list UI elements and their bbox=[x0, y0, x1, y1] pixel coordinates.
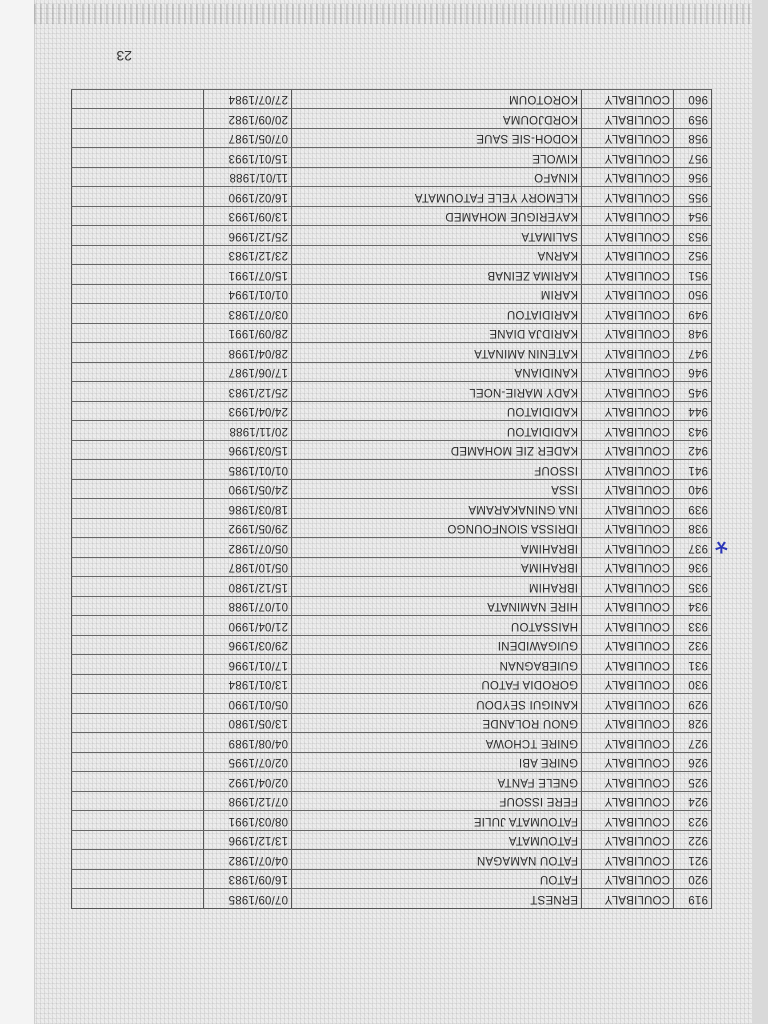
first-name: GNIRE ABI bbox=[291, 753, 581, 772]
first-name: FATOUMATA bbox=[291, 831, 581, 850]
last-name: COULIBALY bbox=[581, 675, 673, 694]
row-number: 921 bbox=[673, 851, 711, 870]
first-name: GUIGAWIDENI bbox=[291, 636, 581, 655]
row-number: 920 bbox=[673, 870, 711, 889]
row-number: 951 bbox=[673, 266, 711, 285]
first-name: KOROTOUM bbox=[291, 90, 581, 109]
birth-date: 20/09/1982 bbox=[203, 110, 291, 129]
first-name: KANIDIANA bbox=[291, 363, 581, 382]
empty-cell bbox=[71, 792, 203, 811]
birth-date: 13/09/1993 bbox=[203, 207, 291, 226]
row-number: 958 bbox=[673, 129, 711, 148]
table-row bbox=[71, 577, 711, 597]
birth-date: 01/01/1985 bbox=[203, 461, 291, 480]
table-row bbox=[71, 167, 711, 187]
row-number: 954 bbox=[673, 207, 711, 226]
table-row bbox=[71, 499, 711, 519]
birth-date: 15/12/1980 bbox=[203, 578, 291, 597]
last-name: COULIBALY bbox=[581, 344, 673, 363]
birth-date: 13/12/1996 bbox=[203, 831, 291, 850]
row-number: 934 bbox=[673, 597, 711, 616]
table-row bbox=[71, 635, 711, 655]
last-name: COULIBALY bbox=[581, 558, 673, 577]
row-number: 936 bbox=[673, 558, 711, 577]
row-number: 927 bbox=[673, 734, 711, 753]
row-number: 941 bbox=[673, 461, 711, 480]
empty-cell bbox=[71, 90, 203, 109]
table-row bbox=[71, 148, 711, 168]
row-number: 950 bbox=[673, 285, 711, 304]
first-name: KORDJOUMA bbox=[291, 110, 581, 129]
last-name: COULIBALY bbox=[581, 851, 673, 870]
birth-date: 24/04/1993 bbox=[203, 402, 291, 421]
row-number: 919 bbox=[673, 890, 711, 909]
table-row bbox=[71, 713, 711, 733]
first-name: KADER ZIE MOHAMED bbox=[291, 441, 581, 460]
page-number: 23 bbox=[116, 48, 132, 64]
last-name: COULIBALY bbox=[581, 168, 673, 187]
empty-cell bbox=[71, 675, 203, 694]
birth-date: 27/07/1984 bbox=[203, 90, 291, 109]
last-name: COULIBALY bbox=[581, 480, 673, 499]
first-name: KIWOLE bbox=[291, 149, 581, 168]
empty-cell bbox=[71, 656, 203, 675]
row-number: 938 bbox=[673, 519, 711, 538]
birth-date: 17/01/1996 bbox=[203, 656, 291, 675]
first-name: GORODIA FATOU bbox=[291, 675, 581, 694]
table-row bbox=[71, 518, 711, 538]
table-row bbox=[71, 362, 711, 382]
first-name: ERNEST bbox=[291, 890, 581, 909]
last-name: COULIBALY bbox=[581, 753, 673, 772]
birth-date: 07/12/1998 bbox=[203, 792, 291, 811]
handwritten-asterisk-mark: * bbox=[714, 522, 728, 560]
birth-date: 29/05/1992 bbox=[203, 519, 291, 538]
birth-date: 01/07/1988 bbox=[203, 597, 291, 616]
table-row bbox=[71, 557, 711, 577]
birth-date: 11/01/1988 bbox=[203, 168, 291, 187]
empty-cell bbox=[71, 851, 203, 870]
first-name: FERE ISSOUF bbox=[291, 792, 581, 811]
birth-date: 07/05/1987 bbox=[203, 129, 291, 148]
row-number: 924 bbox=[673, 792, 711, 811]
empty-cell bbox=[71, 422, 203, 441]
birth-date: 05/01/1990 bbox=[203, 695, 291, 714]
empty-cell bbox=[71, 402, 203, 421]
empty-cell bbox=[71, 461, 203, 480]
row-number: 926 bbox=[673, 753, 711, 772]
empty-cell bbox=[71, 363, 203, 382]
last-name: COULIBALY bbox=[581, 695, 673, 714]
last-name: COULIBALY bbox=[581, 539, 673, 558]
table-row bbox=[71, 284, 711, 304]
birth-date: 28/04/1998 bbox=[203, 344, 291, 363]
empty-cell bbox=[71, 168, 203, 187]
empty-cell bbox=[71, 441, 203, 460]
row-number: 923 bbox=[673, 812, 711, 831]
birth-date: 04/08/1989 bbox=[203, 734, 291, 753]
row-number: 944 bbox=[673, 402, 711, 421]
birth-date: 16/09/1983 bbox=[203, 870, 291, 889]
empty-cell bbox=[71, 129, 203, 148]
first-name: KADIDIATOU bbox=[291, 402, 581, 421]
last-name: COULIBALY bbox=[581, 90, 673, 109]
last-name: COULIBALY bbox=[581, 422, 673, 441]
last-name: COULIBALY bbox=[581, 870, 673, 889]
row-number: 935 bbox=[673, 578, 711, 597]
table-row bbox=[71, 401, 711, 421]
first-name: HAISSATOU bbox=[291, 617, 581, 636]
empty-cell bbox=[71, 773, 203, 792]
empty-cell bbox=[71, 753, 203, 772]
birth-date: 15/01/1993 bbox=[203, 149, 291, 168]
table-row bbox=[71, 128, 711, 148]
empty-cell bbox=[71, 831, 203, 850]
row-number: 925 bbox=[673, 773, 711, 792]
birth-date: 07/09/1985 bbox=[203, 890, 291, 909]
last-name: COULIBALY bbox=[581, 597, 673, 616]
first-name: GNELE FANTA bbox=[291, 773, 581, 792]
first-name: GNOU ROLANDE bbox=[291, 714, 581, 733]
birth-date: 05/07/1982 bbox=[203, 539, 291, 558]
row-number: 959 bbox=[673, 110, 711, 129]
birth-date: 25/12/1983 bbox=[203, 383, 291, 402]
first-name: GUIEBAGNAN bbox=[291, 656, 581, 675]
empty-cell bbox=[71, 110, 203, 129]
empty-cell bbox=[71, 480, 203, 499]
first-name: IDRISSA SIONFOUNGO bbox=[291, 519, 581, 538]
birth-date: 04/07/1982 bbox=[203, 851, 291, 870]
birth-date: 16/02/1990 bbox=[203, 188, 291, 207]
table-row bbox=[71, 674, 711, 694]
row-number: 943 bbox=[673, 422, 711, 441]
table-row bbox=[71, 226, 711, 246]
birth-date: 15/07/1991 bbox=[203, 266, 291, 285]
empty-cell bbox=[71, 305, 203, 324]
table-row bbox=[71, 187, 711, 207]
table-row bbox=[71, 889, 711, 909]
empty-cell bbox=[71, 188, 203, 207]
row-number: 930 bbox=[673, 675, 711, 694]
empty-cell bbox=[71, 812, 203, 831]
birth-date: 25/12/1996 bbox=[203, 227, 291, 246]
last-name: COULIBALY bbox=[581, 656, 673, 675]
first-name: KANIGUI SEYDOU bbox=[291, 695, 581, 714]
last-name: COULIBALY bbox=[581, 227, 673, 246]
row-number: 932 bbox=[673, 636, 711, 655]
birth-date: 20/11/1988 bbox=[203, 422, 291, 441]
empty-cell bbox=[71, 695, 203, 714]
last-name: COULIBALY bbox=[581, 110, 673, 129]
birth-date: 01/01/1994 bbox=[203, 285, 291, 304]
table-row bbox=[71, 304, 711, 324]
table-row bbox=[71, 694, 711, 714]
row-number: 955 bbox=[673, 188, 711, 207]
first-name: FATOUMATA JULIE bbox=[291, 812, 581, 831]
first-name: KARIDIATOU bbox=[291, 305, 581, 324]
row-number: 957 bbox=[673, 149, 711, 168]
table-row bbox=[71, 830, 711, 850]
empty-cell bbox=[71, 324, 203, 343]
row-number: 940 bbox=[673, 480, 711, 499]
table-row bbox=[71, 323, 711, 343]
first-name: KARIDJA DIANE bbox=[291, 324, 581, 343]
first-name: KARIMA ZEINAB bbox=[291, 266, 581, 285]
last-name: COULIBALY bbox=[581, 266, 673, 285]
last-name: COULIBALY bbox=[581, 831, 673, 850]
last-name: COULIBALY bbox=[581, 285, 673, 304]
table-row bbox=[71, 752, 711, 772]
first-name: IBRAHIMA bbox=[291, 539, 581, 558]
table-row bbox=[71, 206, 711, 226]
birth-date: 03/07/1983 bbox=[203, 305, 291, 324]
table-row bbox=[71, 343, 711, 363]
row-number: 931 bbox=[673, 656, 711, 675]
row-number: 933 bbox=[673, 617, 711, 636]
birth-date: 24/05/1990 bbox=[203, 480, 291, 499]
table-row bbox=[71, 89, 711, 109]
last-name: COULIBALY bbox=[581, 500, 673, 519]
empty-cell bbox=[71, 558, 203, 577]
row-number: 956 bbox=[673, 168, 711, 187]
first-name: SALIMATA bbox=[291, 227, 581, 246]
last-name: COULIBALY bbox=[581, 324, 673, 343]
table-row bbox=[71, 245, 711, 265]
row-number: 937 bbox=[673, 539, 711, 558]
first-name: HIRE NAMINATA bbox=[291, 597, 581, 616]
last-name: COULIBALY bbox=[581, 305, 673, 324]
last-name: COULIBALY bbox=[581, 129, 673, 148]
birth-date: 13/05/1980 bbox=[203, 714, 291, 733]
empty-cell bbox=[71, 734, 203, 753]
birth-date: 13/01/1984 bbox=[203, 675, 291, 694]
first-name: FATOU NAMAGAN bbox=[291, 851, 581, 870]
empty-cell bbox=[71, 578, 203, 597]
empty-cell bbox=[71, 344, 203, 363]
birth-date: 02/04/1992 bbox=[203, 773, 291, 792]
row-number: 929 bbox=[673, 695, 711, 714]
row-number: 952 bbox=[673, 246, 711, 265]
first-name: KLEMORY YELE FATOUMATA bbox=[291, 188, 581, 207]
table-row bbox=[71, 655, 711, 675]
first-name: KINAFO bbox=[291, 168, 581, 187]
row-number: 946 bbox=[673, 363, 711, 382]
birth-date: 17/06/1987 bbox=[203, 363, 291, 382]
table-row bbox=[71, 440, 711, 460]
last-name: COULIBALY bbox=[581, 149, 673, 168]
first-name: KAYERIGUE MOHAMED bbox=[291, 207, 581, 226]
birth-date: 18/03/1986 bbox=[203, 500, 291, 519]
birth-date: 15/03/1996 bbox=[203, 441, 291, 460]
first-name: GNIRE TCHOWA bbox=[291, 734, 581, 753]
empty-cell bbox=[71, 636, 203, 655]
empty-cell bbox=[71, 870, 203, 889]
empty-cell bbox=[71, 617, 203, 636]
first-name: KODOH-SIE SAUE bbox=[291, 129, 581, 148]
first-name: KATENIN AMINATA bbox=[291, 344, 581, 363]
empty-cell bbox=[71, 246, 203, 265]
empty-cell bbox=[71, 519, 203, 538]
first-name: IBRAHIMA bbox=[291, 558, 581, 577]
empty-cell bbox=[71, 383, 203, 402]
last-name: COULIBALY bbox=[581, 519, 673, 538]
empty-cell bbox=[71, 500, 203, 519]
first-name: KARIM bbox=[291, 285, 581, 304]
empty-cell bbox=[71, 149, 203, 168]
birth-date: 23/12/1983 bbox=[203, 246, 291, 265]
birth-date: 05/10/1987 bbox=[203, 558, 291, 577]
birth-date: 08/03/1991 bbox=[203, 812, 291, 831]
first-name: KADY MARIE-NOEL bbox=[291, 383, 581, 402]
birth-date: 21/04/1990 bbox=[203, 617, 291, 636]
first-name: ISSA bbox=[291, 480, 581, 499]
row-number: 948 bbox=[673, 324, 711, 343]
empty-cell bbox=[71, 597, 203, 616]
first-name: KADIDIATOU bbox=[291, 422, 581, 441]
last-name: COULIBALY bbox=[581, 773, 673, 792]
table-row bbox=[71, 538, 711, 558]
last-name: COULIBALY bbox=[581, 890, 673, 909]
empty-cell bbox=[71, 285, 203, 304]
row-number: 947 bbox=[673, 344, 711, 363]
row-number: 928 bbox=[673, 714, 711, 733]
first-name: FATOU bbox=[291, 870, 581, 889]
table-row bbox=[71, 479, 711, 499]
last-name: COULIBALY bbox=[581, 207, 673, 226]
last-name: COULIBALY bbox=[581, 734, 673, 753]
row-number: 953 bbox=[673, 227, 711, 246]
table-row bbox=[71, 109, 711, 129]
first-name: IBRAHIM bbox=[291, 578, 581, 597]
row-number: 922 bbox=[673, 831, 711, 850]
row-number: 942 bbox=[673, 441, 711, 460]
birth-date: 28/09/1991 bbox=[203, 324, 291, 343]
empty-cell bbox=[71, 539, 203, 558]
row-number: 945 bbox=[673, 383, 711, 402]
last-name: COULIBALY bbox=[581, 383, 673, 402]
last-name: COULIBALY bbox=[581, 363, 673, 382]
last-name: COULIBALY bbox=[581, 441, 673, 460]
table-row bbox=[71, 382, 711, 402]
table-row bbox=[71, 596, 711, 616]
empty-cell bbox=[71, 227, 203, 246]
row-number: 939 bbox=[673, 500, 711, 519]
last-name: COULIBALY bbox=[581, 578, 673, 597]
last-name: COULIBALY bbox=[581, 792, 673, 811]
empty-cell bbox=[71, 207, 203, 226]
last-name: COULIBALY bbox=[581, 246, 673, 265]
table-row bbox=[71, 733, 711, 753]
last-name: COULIBALY bbox=[581, 636, 673, 655]
last-name: COULIBALY bbox=[581, 714, 673, 733]
empty-cell bbox=[71, 714, 203, 733]
first-name: KARNA bbox=[291, 246, 581, 265]
last-name: COULIBALY bbox=[581, 402, 673, 421]
birth-date: 29/03/1996 bbox=[203, 636, 291, 655]
table-row bbox=[71, 421, 711, 441]
last-name: COULIBALY bbox=[581, 812, 673, 831]
student-list-table bbox=[71, 89, 712, 909]
birth-date: 02/07/1995 bbox=[203, 753, 291, 772]
table-row bbox=[71, 850, 711, 870]
table-row bbox=[71, 460, 711, 480]
table-row bbox=[71, 869, 711, 889]
last-name: COULIBALY bbox=[581, 188, 673, 207]
table-row bbox=[71, 772, 711, 792]
empty-cell bbox=[71, 890, 203, 909]
first-name: ISSOUF bbox=[291, 461, 581, 480]
row-number: 960 bbox=[673, 90, 711, 109]
table-row bbox=[71, 265, 711, 285]
last-name: COULIBALY bbox=[581, 617, 673, 636]
table-row bbox=[71, 791, 711, 811]
table-row bbox=[71, 616, 711, 636]
row-number: 949 bbox=[673, 305, 711, 324]
empty-cell bbox=[71, 266, 203, 285]
table-row bbox=[71, 811, 711, 831]
first-name: INA GNINAKARAMA bbox=[291, 500, 581, 519]
last-name: COULIBALY bbox=[581, 461, 673, 480]
